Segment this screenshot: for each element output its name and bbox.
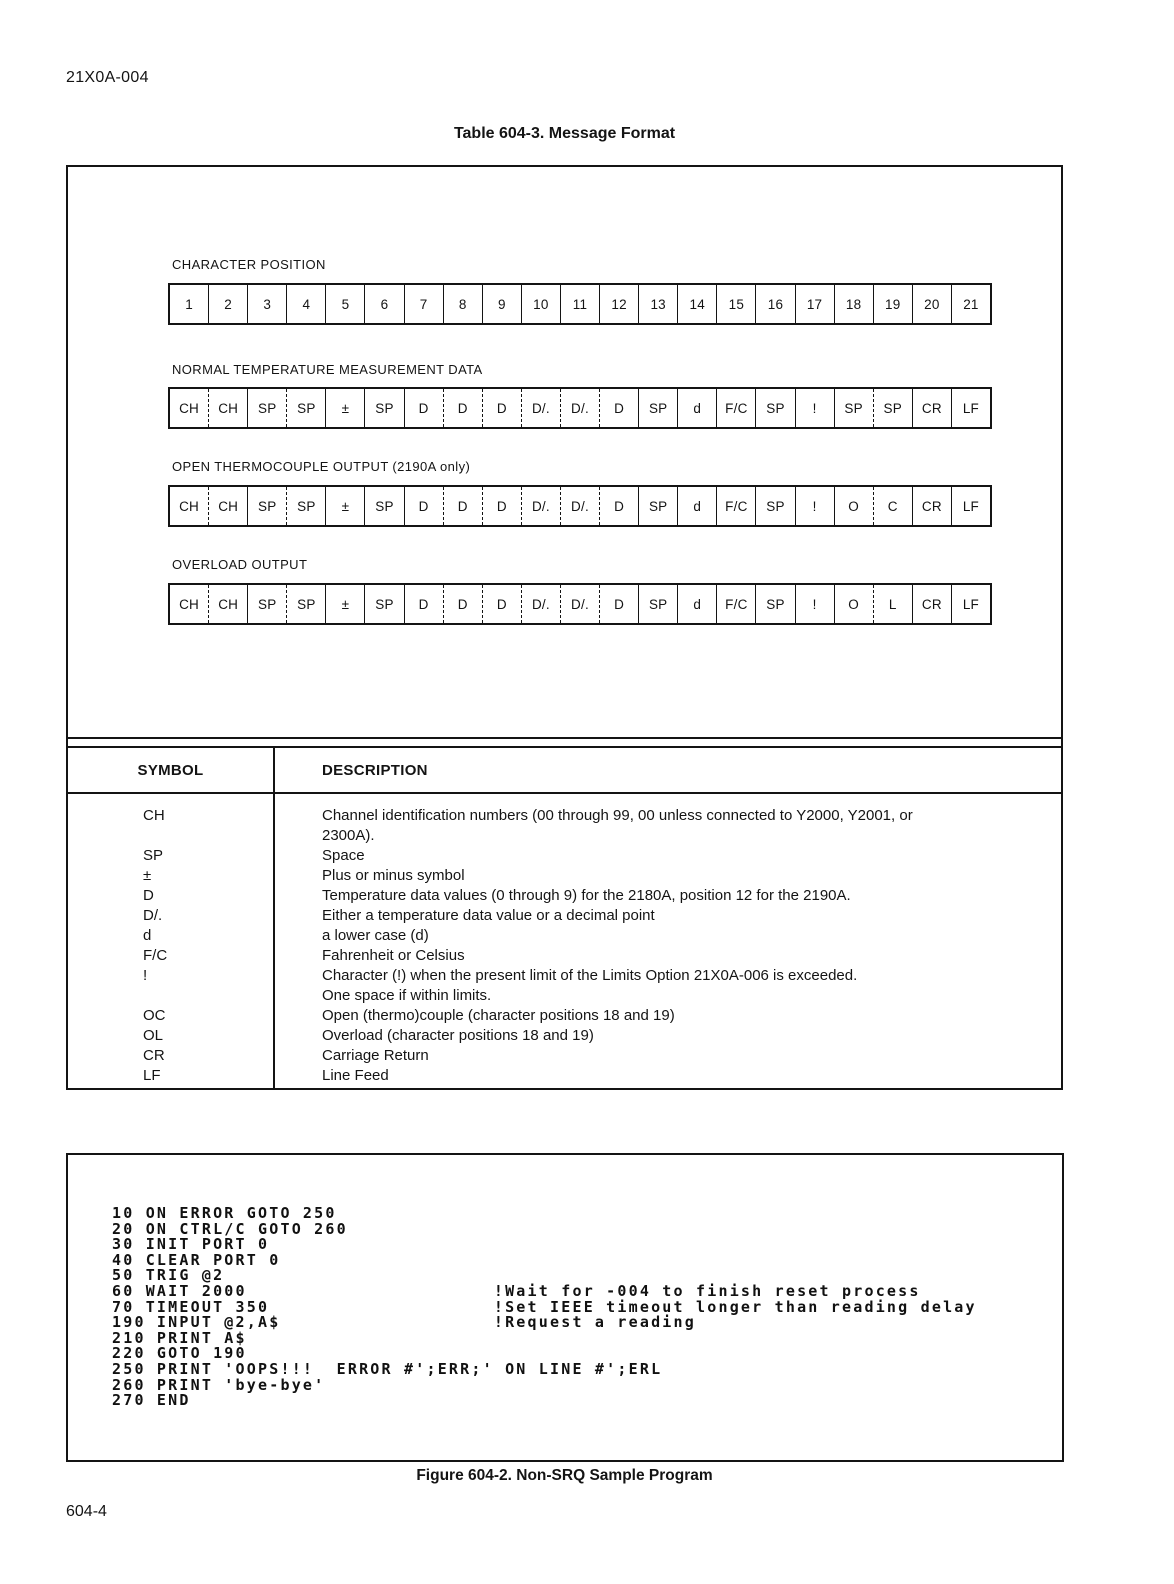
legend-row: [68, 866, 1061, 886]
format-cell: D: [483, 389, 522, 427]
format-cell: !: [796, 585, 835, 623]
legend-description: [273, 866, 1061, 886]
format-cell: CH: [170, 585, 209, 623]
program-line: 50 TRIG @2: [112, 1266, 225, 1285]
format-cell: 1: [170, 285, 209, 323]
format-cell: LF: [962, 596, 979, 612]
legend-row: [68, 846, 1061, 866]
legend-description: [273, 946, 1061, 966]
format-cell: C: [874, 487, 913, 525]
legend-symbol: CH: [143, 807, 165, 824]
format-cell: SP: [248, 585, 287, 623]
program-line: 30 INIT PORT 0: [112, 1235, 270, 1254]
format-cell: 8: [444, 285, 483, 323]
page-number: 604-4: [66, 1503, 107, 1520]
legend-symbol: CR: [143, 1047, 165, 1064]
format-strip: [168, 583, 992, 625]
format-cell: D: [600, 487, 639, 525]
format-cell: 16: [756, 285, 795, 323]
format-cell: SP: [365, 585, 404, 623]
legend-symbol: ±: [143, 867, 152, 884]
character-position-label: CHARACTER POSITION: [172, 257, 326, 272]
format-cell: CR: [913, 389, 952, 427]
program-line: 70 TIMEOUT 350 !Set IEEE timeout longer than reading delay: [112, 1297, 977, 1316]
format-cell: CR: [913, 487, 952, 525]
format-cell: d: [678, 389, 717, 427]
legend-description-line: Plus or minus symbol: [322, 867, 465, 884]
format-cell: SP: [874, 389, 913, 427]
format-cell: SP: [248, 487, 287, 525]
format-cell: D/.: [522, 389, 561, 427]
format-cell: D: [483, 487, 522, 525]
format-cell: CH: [209, 487, 248, 525]
position-strip: [168, 283, 992, 325]
format-cell: SP: [287, 389, 326, 427]
program-line: 250 PRINT 'OOPS!!! ERROR #';ERR;' ON LINE #';ERL: [112, 1359, 663, 1378]
format-cell: 5: [326, 285, 365, 323]
format-cell: L: [874, 585, 913, 623]
format-cell: 19: [874, 285, 913, 323]
legend-row: [68, 906, 1061, 926]
legend-description: [273, 906, 1061, 926]
legend-description: [273, 806, 1061, 846]
format-cell: D: [405, 585, 444, 623]
program-line: 220 GOTO 190: [112, 1344, 247, 1363]
figure-caption: Figure 604-2. Non-SRQ Sample Program: [416, 1467, 713, 1484]
program-line: 210 PRINT A$: [112, 1328, 247, 1347]
program-line: 20 ON CTRL/C GOTO 260: [112, 1219, 348, 1238]
format-cell: !: [796, 389, 835, 427]
format-cell: 2: [209, 285, 248, 323]
format-cell: F/C: [717, 389, 756, 427]
format-cell: D: [444, 487, 483, 525]
legend-description: [273, 1026, 1061, 1046]
program-line: 260 PRINT 'bye-bye': [112, 1375, 326, 1394]
legend-symbol: OL: [143, 1027, 164, 1044]
format-cell: D: [600, 389, 639, 427]
format-cell: 18: [835, 285, 874, 323]
format-cell: SP: [248, 389, 287, 427]
legend-description-line: Character (!) when the present limit of the Limits Option 21X0A-006 is exceeded.: [322, 967, 858, 984]
format-cell: SP: [835, 389, 874, 427]
legend-row: [68, 1026, 1061, 1046]
legend-symbol: LF: [143, 1067, 161, 1084]
legend-description: [273, 1046, 1061, 1066]
format-cell: ±: [326, 389, 365, 427]
program-line: 190 INPUT @2,A$ !Request a reading: [112, 1313, 696, 1332]
format-cell: d: [678, 487, 717, 525]
format-cell: !: [796, 487, 835, 525]
legend-symbol: !: [143, 967, 148, 984]
legend-symbol: d: [143, 927, 152, 944]
strip-label: OVERLOAD OUTPUT: [172, 557, 308, 572]
format-cell: d: [678, 585, 717, 623]
legend-description-line: 2300A).: [322, 827, 375, 844]
format-cell: 15: [717, 285, 756, 323]
format-cell: D: [600, 585, 639, 623]
format-cell: LF: [962, 400, 979, 416]
format-cell: 17: [796, 285, 835, 323]
format-cell: 4: [287, 285, 326, 323]
legend-symbol: D: [143, 887, 154, 904]
legend-row: [68, 886, 1061, 906]
legend-description: [273, 926, 1061, 946]
legend-body: [68, 794, 1061, 1088]
format-cell: D/.: [561, 585, 600, 623]
message-format-box: [66, 165, 1063, 1090]
legend-row: [68, 1066, 1061, 1086]
format-cell: SP: [287, 487, 326, 525]
strip-label: OPEN THERMOCOUPLE OUTPUT (2190A only): [172, 459, 471, 474]
format-cell: D/.: [561, 487, 600, 525]
legend-symbol: D/.: [143, 907, 163, 924]
format-cell: CH: [170, 389, 209, 427]
format-cell: 6: [365, 285, 404, 323]
program-line: 40 CLEAR PORT 0: [112, 1250, 281, 1269]
format-cell: SP: [639, 487, 678, 525]
legend-description-line: Overload (character positions 18 and 19): [322, 1027, 594, 1044]
format-cell: SP: [756, 389, 795, 427]
format-cell: D/.: [561, 389, 600, 427]
legend-symbol: SP: [143, 847, 164, 864]
doc-number: 21X0A-004: [66, 69, 149, 86]
legend-description-line: One space if within limits.: [322, 987, 492, 1004]
program-line: 60 WAIT 2000 !Wait for -004 to finish reset process: [112, 1281, 921, 1300]
format-cell: 3: [248, 285, 287, 323]
format-cell: F/C: [717, 585, 756, 623]
legend-header: [68, 746, 1061, 794]
format-cell: F/C: [717, 487, 756, 525]
legend-description-line: Line Feed: [322, 1067, 389, 1084]
legend-row: [68, 966, 1061, 1006]
program-line: 270 END: [112, 1391, 191, 1410]
format-cell: SP: [287, 585, 326, 623]
diagram-section: [68, 167, 1061, 739]
legend-row: [68, 806, 1061, 846]
format-cell: SP: [756, 487, 795, 525]
format-cell: 7: [405, 285, 444, 323]
legend-description-line: Carriage Return: [322, 1047, 429, 1064]
format-strip: [168, 485, 992, 527]
legend-symbol: F/C: [143, 947, 168, 964]
format-cell: ±: [326, 487, 365, 525]
format-cell: CH: [170, 487, 209, 525]
legend-description: [273, 886, 1061, 906]
strip-label: NORMAL TEMPERATURE MEASUREMENT DATA: [172, 362, 483, 377]
format-cell: 13: [639, 285, 678, 323]
program-listing-box: [66, 1153, 1064, 1462]
table-title: Table 604-3. Message Format: [453, 125, 676, 142]
format-cell: 11: [561, 285, 600, 323]
legend-description-line: a lower case (d): [322, 927, 429, 944]
format-cell: ±: [326, 585, 365, 623]
legend-column-divider: [273, 794, 275, 1088]
legend-description-line: Fahrenheit or Celsius: [322, 947, 465, 964]
format-cell: 14: [678, 285, 717, 323]
legend-description-line: Either a temperature data value or a decimal point: [322, 907, 655, 924]
program-listing: [112, 1206, 977, 1409]
legend-header-symbol: SYMBOL: [68, 748, 275, 792]
legend-description: [273, 846, 1061, 866]
legend-row: [68, 926, 1061, 946]
format-cell: D: [405, 487, 444, 525]
legend-row: [68, 946, 1061, 966]
format-cell: SP: [756, 585, 795, 623]
format-cell: D: [483, 585, 522, 623]
legend-description-line: Space: [322, 847, 365, 864]
legend-description: [273, 1006, 1061, 1026]
format-cell: D: [444, 389, 483, 427]
format-cell: O: [835, 585, 874, 623]
format-strip: [168, 387, 992, 429]
format-cell: LF: [962, 498, 979, 514]
format-cell: SP: [639, 389, 678, 427]
legend-symbol: OC: [143, 1007, 166, 1024]
format-cell: 20: [913, 285, 952, 323]
legend-description: [273, 966, 1061, 1006]
legend-description-line: Channel identification numbers (00 through 99, 00 unless connected to Y2000, Y2001, or: [322, 807, 913, 824]
legend-description-line: Open (thermo)couple (character positions 18 and 19): [322, 1007, 675, 1024]
format-cell: 9: [483, 285, 522, 323]
format-cell: O: [835, 487, 874, 525]
format-cell: CH: [209, 389, 248, 427]
legend-description: [273, 1066, 1061, 1086]
format-cell: CH: [209, 585, 248, 623]
legend-description-line: Temperature data values (0 through 9) for the 2180A, position 12 for the 2190A.: [322, 887, 851, 904]
format-cell: 10: [522, 285, 561, 323]
format-cell: D/.: [522, 487, 561, 525]
format-cell: 21: [963, 296, 979, 312]
format-cell: D: [405, 389, 444, 427]
format-cell: SP: [365, 487, 404, 525]
format-cell: CR: [913, 585, 952, 623]
format-cell: SP: [639, 585, 678, 623]
format-cell: D/.: [522, 585, 561, 623]
format-cell: SP: [365, 389, 404, 427]
program-line: 10 ON ERROR GOTO 250: [112, 1204, 337, 1222]
legend-header-description: DESCRIPTION: [322, 761, 428, 779]
legend-row: [68, 1006, 1061, 1026]
legend-row: [68, 1046, 1061, 1066]
format-cell: 12: [600, 285, 639, 323]
format-cell: D: [444, 585, 483, 623]
